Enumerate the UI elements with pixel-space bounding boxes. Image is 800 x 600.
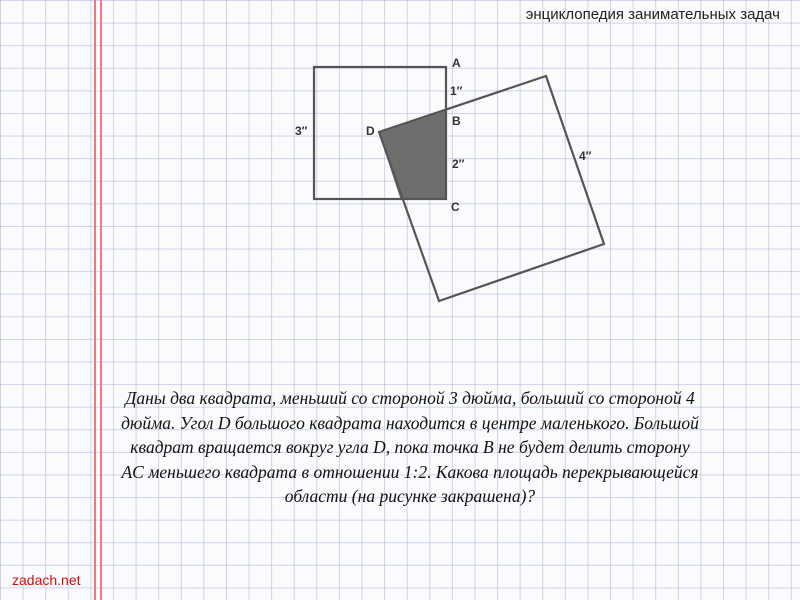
label-small-side: 3″ (295, 124, 308, 138)
label-bc: 2″ (452, 157, 465, 171)
label-ab: 1″ (450, 84, 463, 98)
problem-text: Даны два квадрата, меньший со стороной 3 дюйма, больший со стороной 4 дюйма. Угол D большого квадрата находится в центре маленького. Большой квадрат вращается вокруг угла D, пока точка B не будет делить сторону AC меньшего квадрата в отношении 1:2. Какова площадь перекрывающейся области (на рисунке закрашена)? (121, 388, 699, 506)
label-large-side: 4″ (579, 149, 592, 163)
overlap-region (379, 110, 446, 199)
site-link[interactable]: zadach.net (12, 572, 81, 588)
label-d: D (366, 124, 375, 138)
label-c: C (451, 200, 460, 214)
label-b: B (452, 114, 461, 128)
label-a: A (452, 56, 461, 70)
header-title: энциклопедия занимательных задач (525, 6, 780, 23)
